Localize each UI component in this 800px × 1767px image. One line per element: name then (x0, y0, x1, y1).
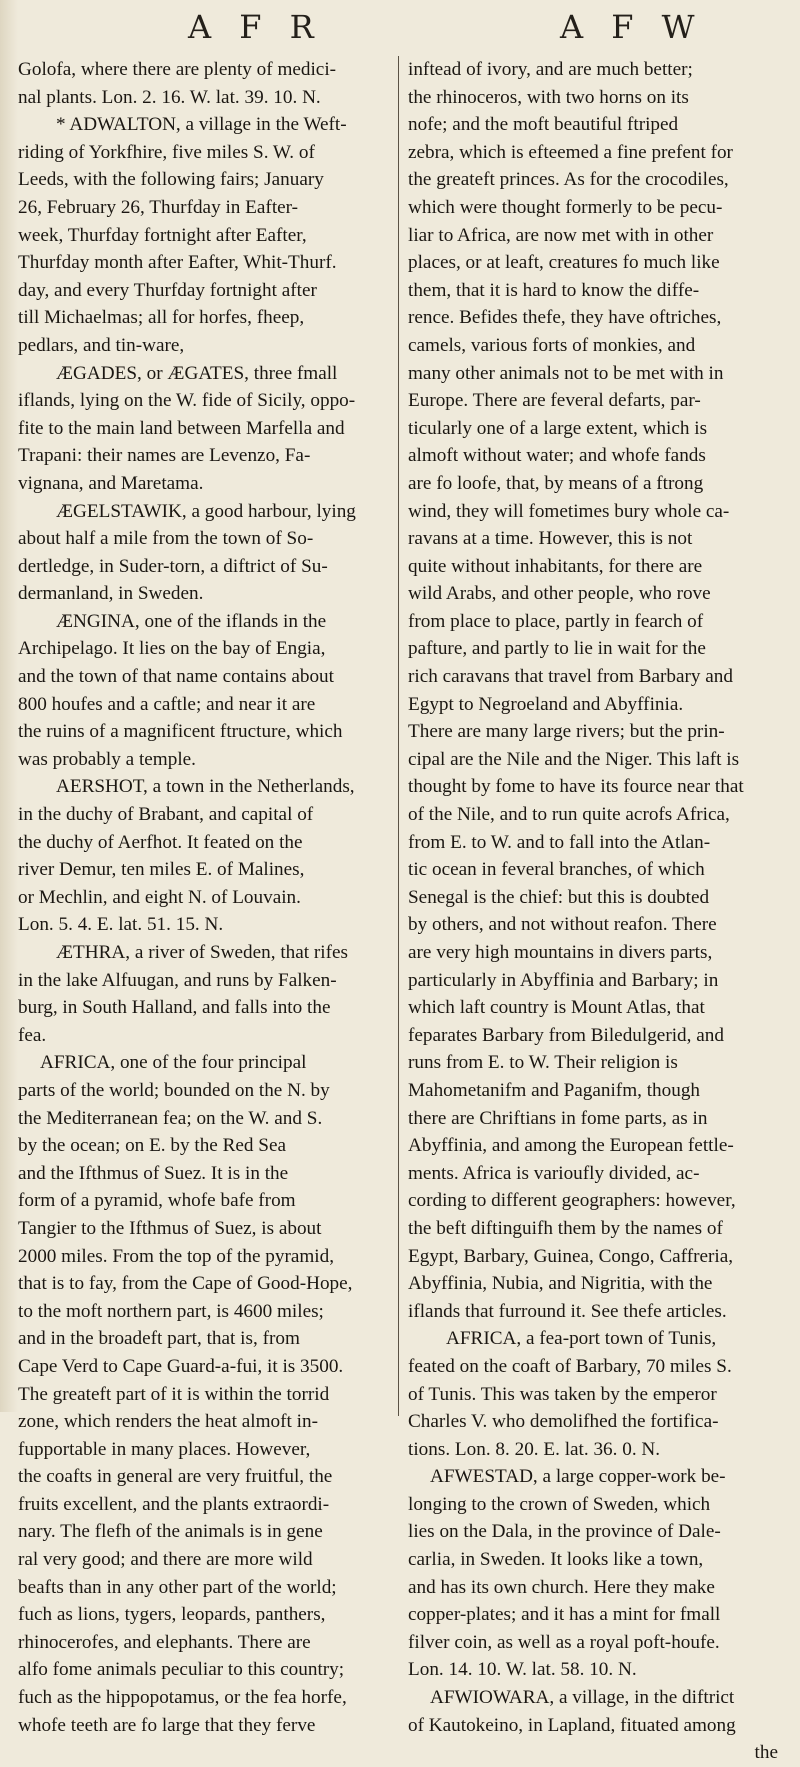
text-line: carlia, in Sweden. It looks like a town, (408, 1549, 704, 1571)
text-line: the duchy of Aerfhot. It feated on the (18, 831, 303, 853)
text-line: river Demur, ten miles E. of Malines, (18, 859, 305, 881)
text-line: The greateft part of it is within the torrid (18, 1383, 330, 1405)
text-line: cipal are the Nile and the Niger. This laft is (408, 748, 740, 770)
text-line: AFRICA, one of the four principal (40, 1052, 307, 1074)
text-line: longing to the crown of Sweden, which (408, 1493, 711, 1515)
text-line: Egypt to Negroeland and Abyffinia. (408, 693, 684, 715)
text-line: Lon. 5. 4. E. lat. 51. 15. N. (18, 914, 224, 936)
text-line: feated on the coaft of Barbary, 70 miles S. (408, 1355, 732, 1377)
text-line: pedlars, and tin-ware, (18, 334, 185, 356)
text-line: from place to place, partly in fearch of (408, 610, 704, 632)
text-line: the beft diftinguifh them by the names of (408, 1217, 723, 1239)
page-gutter-shadow (0, 0, 18, 1412)
text-line: ments. Africa is varioufly divided, ac- (408, 1162, 700, 1184)
text-line: feparates Barbary from Biledulgerid, and (408, 1024, 724, 1046)
text-line: many other animals not to be met with in (408, 362, 724, 384)
text-line: the rhinoceros, with two horns on its (408, 86, 689, 108)
text-line: zebra, which is efteemed a fine prefent for (408, 141, 733, 163)
text-line: alfo fome animals peculiar to this country; (18, 1659, 345, 1681)
text-line: them, that it is hard to know the diffe- (408, 279, 700, 301)
text-line: wild Arabs, and other people, who rove (408, 583, 711, 605)
text-line: Thurfday month after Eafter, Whit-Thurf. (18, 252, 337, 274)
text-line: rhinocerofes, and elephants. There are (18, 1631, 311, 1653)
text-line: ÆNGINA, one of the iflands in the (56, 610, 327, 632)
text-line: dermanland, in Sweden. (18, 583, 204, 605)
text-line: Cape Verd to Cape Guard-a-fui, it is 3500. (18, 1355, 344, 1377)
right-text-column (408, 56, 778, 1767)
text-line: zone, which renders the heat almoft in- (18, 1411, 318, 1433)
text-line: week, Thurfday fortnight after Eafter, (18, 224, 307, 246)
text-line: rence. Befides thefe, they have oftriches, (408, 307, 722, 329)
text-line: by others, and not without reafon. There (408, 914, 717, 936)
text-line: Egypt, Barbary, Guinea, Congo, Caffreria, (408, 1245, 734, 1267)
text-line: was probably a temple. (18, 748, 196, 770)
text-line: thought by fome to have its fource near that (408, 776, 744, 798)
text-line: tions. Lon. 8. 20. E. lat. 36. 0. N. (408, 1438, 661, 1460)
text-line: ÆGELSTAWIK, a good harbour, lying (56, 500, 356, 522)
text-line: liar to Africa, are now met with in other (408, 224, 714, 246)
text-line: fupportable in many places. However, (18, 1438, 311, 1460)
text-line: Charles V. who demolifhed the fortifica- (408, 1411, 719, 1433)
text-line: ravans at a time. However, this is not (408, 528, 693, 550)
text-line: about half a mile from the town of So- (18, 528, 314, 550)
text-line: burg, in South Halland, and falls into the (18, 997, 331, 1019)
text-line: to the moft northern part, is 4600 miles; (18, 1300, 324, 1322)
text-line: tic ocean in feveral branches, of which (408, 859, 705, 881)
text-line: 800 houfes and a caftle; and near it are (18, 693, 316, 715)
text-line: the ruins of a magnificent ftructure, which (18, 721, 343, 743)
text-line: ÆGADES, or ÆGATES, three fmall (56, 362, 338, 384)
text-line: Archipelago. It lies on the bay of Engia, (18, 638, 326, 660)
text-line: the greateft princes. As for the crocodiles, (408, 169, 729, 191)
text-line: which laft country is Mount Atlas, that (408, 997, 705, 1019)
text-line: Abyffinia, and among the European fettle- (408, 1135, 734, 1157)
text-line: form of a pyramid, whofe bafe from (18, 1190, 296, 1212)
running-header-right: A F W (560, 8, 704, 46)
text-line: 2000 miles. From the top of the pyramid, (18, 1245, 335, 1267)
text-line: AERSHOT, a town in the Netherlands, (56, 776, 355, 798)
left-text-column (18, 56, 388, 1739)
text-line: and in the broadeft part, that is, from (18, 1328, 300, 1350)
text-line: copper-plates; and it has a mint for fmall (408, 1604, 721, 1626)
text-line: till Michaelmas; all for horfes, fheep, (18, 307, 305, 329)
text-line: in the lake Alfuugan, and runs by Falken- (18, 969, 337, 991)
text-line: the Mediterranean fea; on the W. and S. (18, 1107, 323, 1129)
text-line: * ADWALTON, a village in the Weft- (56, 114, 347, 136)
text-line: day, and every Thurfday fortnight after (18, 279, 317, 301)
text-line: Abyffinia, Nubia, and Nigritia, with the (408, 1273, 713, 1295)
text-line: which were thought formerly to be pecu- (408, 196, 723, 218)
text-line: beafts than in any other part of the world; (18, 1576, 337, 1598)
text-line: fuch as the hippopotamus, or the fea horfe, (18, 1687, 347, 1709)
text-line: ÆTHRA, a river of Sweden, that rifes (56, 942, 349, 963)
text-line: quite without inhabitants, for there are (408, 555, 703, 577)
text-line: Europe. There are feveral defarts, par- (408, 390, 701, 412)
text-line: 26, February 26, Thurfday in Eafter- (18, 196, 299, 218)
text-line: of the Nile, and to run quite acrofs Africa, (408, 804, 730, 826)
text-line: Tangier to the Ifthmus of Suez, is about (18, 1217, 322, 1239)
text-line: and the town of that name contains about (18, 666, 334, 688)
text-line: and the Ifthmus of Suez. It is in the (18, 1162, 289, 1184)
text-line: the (754, 1742, 778, 1764)
text-line: from E. to W. and to fall into the Atlan- (408, 831, 711, 853)
text-line: Golofa, where there are plenty of medici- (18, 59, 337, 80)
text-line: AFWESTAD, a large copper-work be- (430, 1466, 726, 1488)
text-line: Senegal is the chief: but this is doubted (408, 886, 710, 908)
text-line: nofe; and the moft beautiful ftriped (408, 114, 679, 136)
text-line: parts of the world; bounded on the N. by (18, 1079, 330, 1101)
text-line: cording to different geographers: however, (408, 1190, 736, 1212)
text-line: filver coin, as well as a royal poft-houfe. (408, 1631, 720, 1653)
text-line: of Tunis. This was taken by the emperor (408, 1383, 717, 1405)
text-line: pafture, and partly to lie in wait for the (408, 638, 706, 660)
text-line: riding of Yorkfhire, five miles S. W. of (18, 141, 315, 163)
text-line: fea. (18, 1024, 47, 1046)
text-line: Lon. 14. 10. W. lat. 58. 10. N. (408, 1659, 637, 1681)
text-line: AFWIOWARA, a village, in the diftrict (430, 1687, 735, 1709)
text-line: are very high mountains in divers parts, (408, 942, 713, 963)
text-line: that is to fay, from the Cape of Good-Hope, (18, 1273, 353, 1295)
text-line: fruits excellent, and the plants extraordi- (18, 1493, 330, 1515)
text-line: ral very good; and there are more wild (18, 1549, 313, 1571)
text-line: Leeds, with the following fairs; January (18, 169, 324, 191)
text-line: and has its own church. Here they make (408, 1576, 715, 1598)
text-line: nary. The flefh of the animals is in gene (18, 1521, 323, 1543)
text-line: fite to the main land between Marfella and (18, 417, 345, 439)
text-line: nal plants. Lon. 2. 16. W. lat. 39. 10. N. (18, 86, 321, 108)
text-line: runs from E. to W. Their religion is (408, 1052, 678, 1074)
text-line: There are many large rivers; but the prin- (408, 721, 725, 743)
text-line: iflands that furround it. See thefe articles. (408, 1300, 727, 1322)
text-line: lies on the Dala, in the province of Dale- (408, 1521, 721, 1543)
text-line: places, or at leaft, creatures fo much like (408, 252, 720, 274)
text-line: by the ocean; on E. by the Red Sea (18, 1135, 287, 1157)
text-line: are fo loofe, that, by means of a ftrong (408, 472, 704, 494)
column-divider (398, 56, 399, 1416)
text-line: or Mechlin, and eight N. of Louvain. (18, 886, 301, 908)
text-line: of Kautokeino, in Lapland, fituated among (408, 1714, 736, 1736)
text-line: Mahometanifm and Paganifm, though (408, 1079, 701, 1101)
text-line: particularly in Abyffinia and Barbary; in (408, 969, 719, 991)
text-line: whofe teeth are fo large that they ferve (18, 1714, 316, 1736)
text-line: in the duchy of Brabant, and capital of (18, 804, 314, 826)
text-line: Trapani: their names are Levenzo, Fa- (18, 445, 311, 467)
text-line: inftead of ivory, and are much better; (408, 59, 693, 80)
text-line: there are Chriftians in fome parts, as in (408, 1107, 708, 1129)
text-line: almoft without water; and whofe fands (408, 445, 706, 467)
text-line: rich caravans that travel from Barbary and (408, 666, 733, 688)
text-line: vignana, and Maretama. (18, 472, 204, 494)
text-line: iflands, lying on the W. fide of Sicily, oppo- (18, 390, 356, 412)
running-header-left: A F R (188, 8, 323, 46)
text-line: fuch as lions, tygers, leopards, panthers, (18, 1604, 326, 1626)
text-line: the coafts in general are very fruitful, the (18, 1466, 333, 1488)
text-line: wind, they will fometimes bury whole ca- (408, 500, 730, 522)
text-line: AFRICA, a fea-port town of Tunis, (446, 1328, 717, 1350)
running-header (0, 2, 800, 54)
text-line: dertledge, in Suder-torn, a diftrict of Su- (18, 555, 328, 577)
text-line: camels, various forts of monkies, and (408, 334, 696, 356)
text-line: ticularly one of a large extent, which is (408, 417, 708, 439)
